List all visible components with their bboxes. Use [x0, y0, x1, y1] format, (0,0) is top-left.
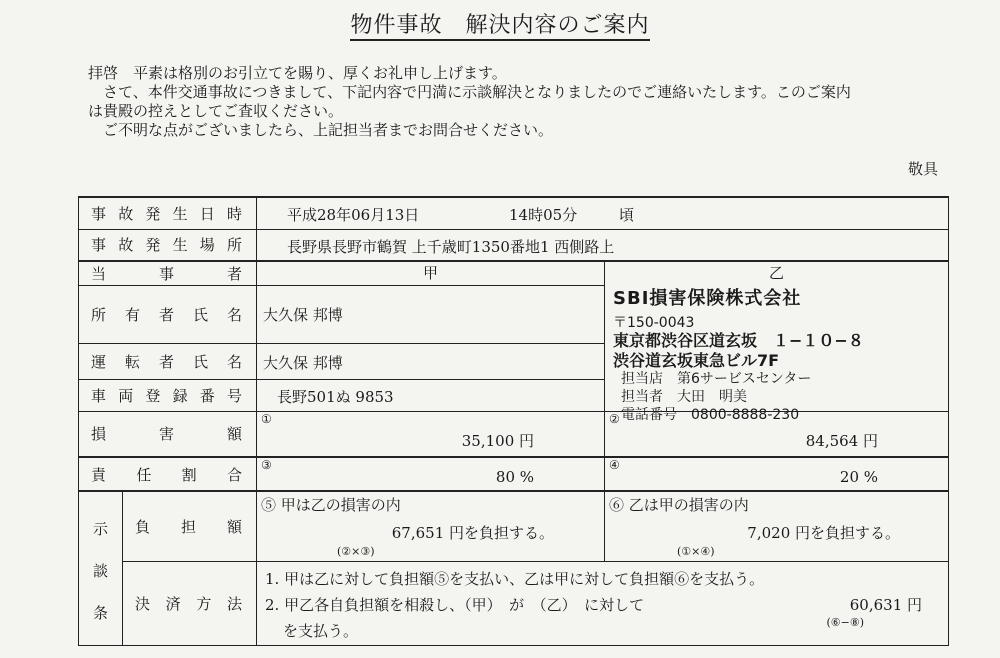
- plate-label: 車両登録番号: [79, 379, 257, 411]
- settlement-label: 示談条: [92, 520, 108, 622]
- method-tail: を支払う。: [283, 621, 359, 640]
- closing-text: 敬具: [907, 160, 938, 178]
- insurer-branch: 担当店 第6サービスセンター: [621, 371, 812, 387]
- driver-cell: [257, 343, 605, 379]
- place-value: 長野県長野市鶴賀 上千歳町1350番地1 西側路上: [287, 237, 615, 256]
- insurer-company: SBI損害保険株式会社: [613, 288, 802, 309]
- date-label: 事故発生日時: [79, 197, 257, 229]
- date-cell: [257, 197, 949, 229]
- owner-label: 所有者氏名: [79, 285, 257, 343]
- intro-line: ご不明な点がございましたら、上記担当者までお問合せください。: [88, 121, 554, 139]
- damage-a-cell: [257, 411, 605, 457]
- insurer-person: 担当者 大田 明美: [621, 389, 748, 405]
- owner-value: 大久保 邦博: [263, 305, 343, 324]
- insurer-postal: 〒150-0043: [613, 315, 695, 331]
- intro-text: [88, 64, 851, 140]
- intro-line: さて、本件交通事故につきまして、下記内容で円満に示談解決となりましたのでご連絡いたします。このご案内: [88, 83, 851, 101]
- burden-b-cell: [605, 491, 949, 561]
- owner-cell: [257, 285, 605, 343]
- document-title: 物件事故 解決内容のご案内: [0, 8, 1000, 39]
- burden-label: 負担額: [123, 491, 257, 561]
- method-label: 決済方法: [123, 561, 257, 645]
- burden-b-calc: (①×④): [677, 545, 715, 558]
- party-a: 甲: [257, 261, 605, 285]
- ratio-label: 責任割合: [79, 457, 257, 491]
- driver-value: 大久保 邦博: [263, 353, 343, 372]
- ratio-b-number: ④: [609, 458, 620, 472]
- method-line-1: 1. 甲は乙に対して負担額⑤を支払い、乙は甲に対して負担額⑥を支払う。: [265, 569, 765, 588]
- method-calc: (⑥−⑧): [826, 615, 865, 629]
- burden-b-head: ⑥ 乙は甲の損害の内: [609, 496, 749, 514]
- burden-a-cell: [257, 491, 605, 561]
- driver-label: 運転者氏名: [79, 343, 257, 379]
- date-value: 平成28年06月13日: [287, 206, 420, 224]
- insurer-address1: 東京都渋谷区道玄坂 １−１０−８: [613, 331, 864, 350]
- party-b: 乙: [769, 264, 785, 282]
- plate-value: 長野501ぬ 9853: [277, 387, 394, 406]
- insurer-address2: 渋谷道玄坂東急ビル7F: [613, 351, 780, 370]
- party-label: 当事者: [79, 261, 257, 285]
- place-cell: [257, 229, 949, 261]
- settlement-label-cell: [79, 491, 123, 645]
- burden-a-head: ⑤ 甲は乙の損害の内: [261, 496, 401, 514]
- place-label: 事故発生場所: [79, 229, 257, 261]
- ratio-a-cell: [257, 457, 605, 491]
- party-b-cell: [605, 261, 949, 423]
- damage-b-value: 84,564 円: [805, 431, 879, 450]
- insurer-stamp: [605, 284, 949, 424]
- plate-cell: [257, 379, 605, 411]
- insurer-phone: 電話番号 0800-8888-230: [621, 407, 800, 423]
- method-line-2: 2. 甲乙各自負担額を相殺し、（甲） が （乙） に対して: [265, 595, 645, 614]
- ratio-b-cell: [605, 457, 949, 491]
- damage-b-cell: [605, 411, 949, 457]
- burden-a-calc: (②×③): [337, 545, 375, 558]
- intro-line: 拝啓 平素は格別のお引立てを賜り、厚くお礼申し上げます。: [88, 64, 507, 82]
- method-amount: 60,631 円: [849, 595, 923, 614]
- burden-a-value: 67,651 円を負担する。: [391, 524, 555, 542]
- method-cell: [257, 561, 949, 645]
- ratio-a-value: 80 %: [495, 468, 535, 486]
- ratio-b-value: 20 %: [839, 468, 879, 486]
- ratio-a-number: ③: [261, 458, 272, 472]
- damage-a-number: ①: [261, 411, 272, 426]
- damage-label: 損害額: [79, 411, 257, 457]
- intro-line: は貴殿の控えとしてご査収ください。: [88, 102, 344, 120]
- accident-table: [78, 196, 949, 646]
- time-suffix: 頃: [619, 206, 635, 224]
- burden-b-value: 7,020 円を負担する。: [747, 524, 901, 542]
- damage-a-value: 35,100 円: [461, 431, 535, 450]
- damage-b-number: ②: [609, 411, 620, 426]
- time-value: 14時05分: [509, 206, 578, 224]
